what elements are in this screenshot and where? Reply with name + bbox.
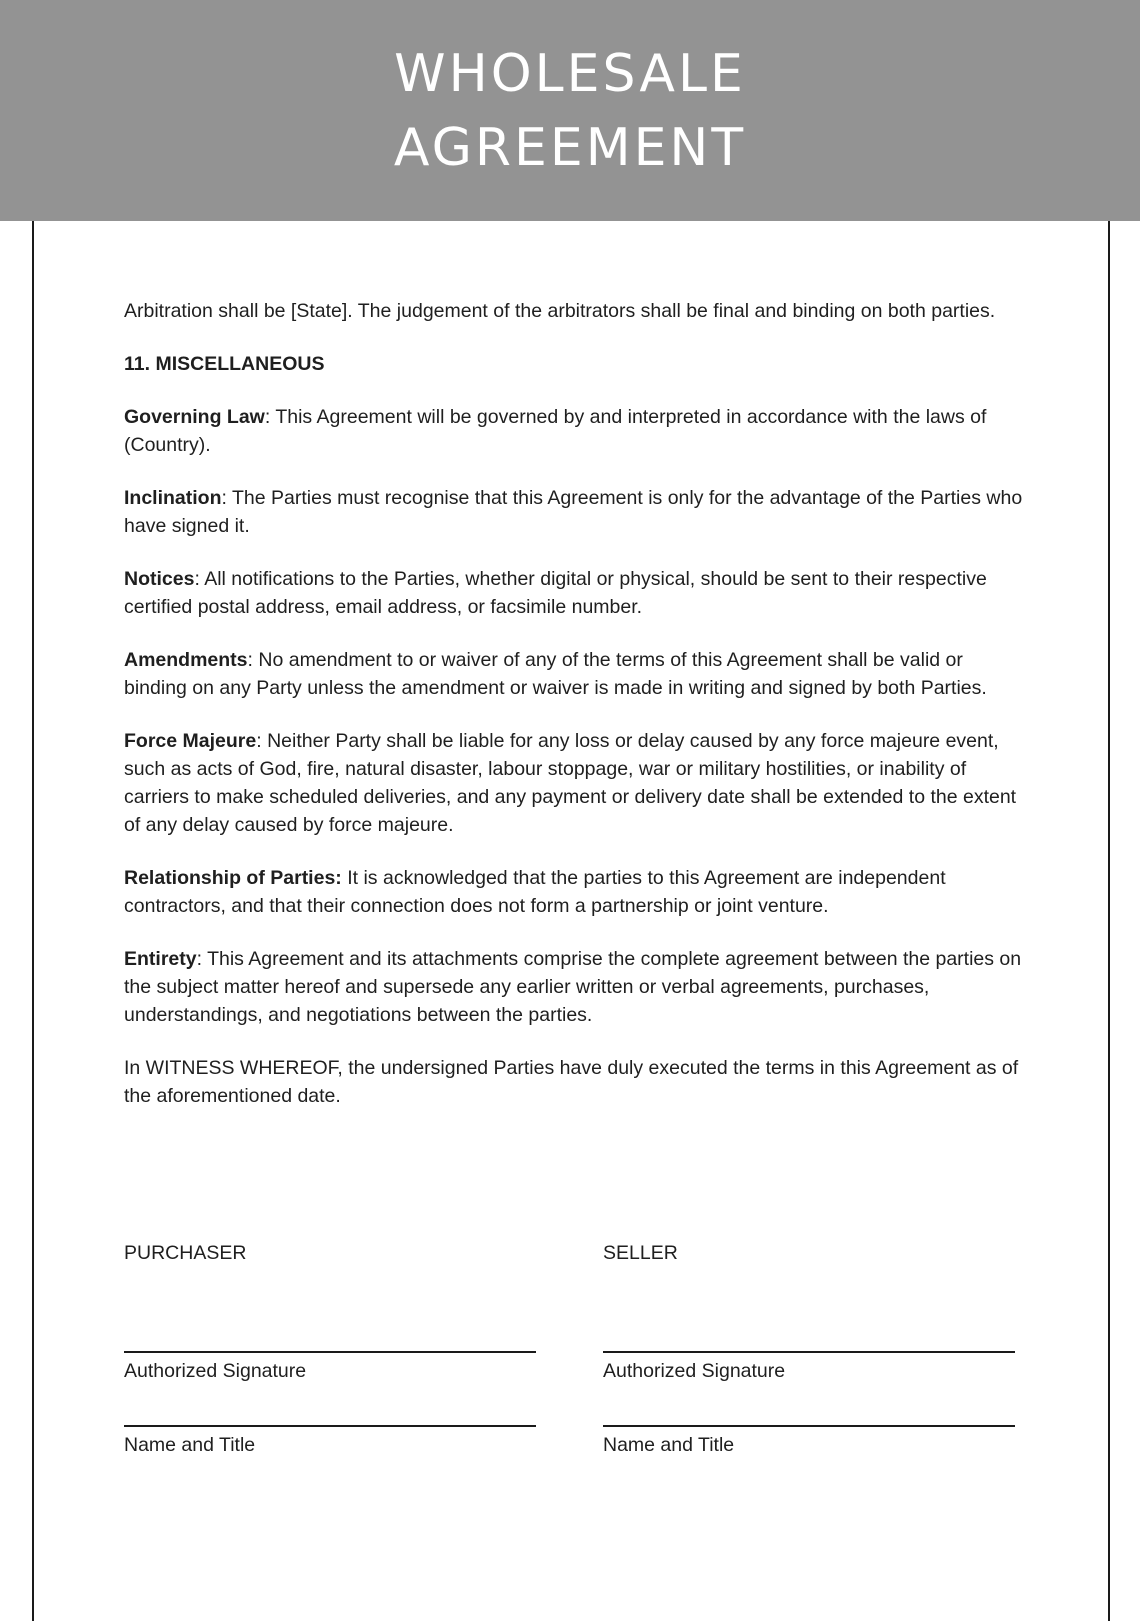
clause-amendments xyxy=(124,646,1024,702)
clause-text: The Parties must recognise that this Agreement is only for the advantage of the Parties who have signed it. xyxy=(124,487,1023,537)
clause-inclination xyxy=(124,484,1024,540)
title-line-2: AGREEMENT xyxy=(393,117,747,178)
seller-signature-block xyxy=(603,1239,1015,1459)
clause-term: Inclination xyxy=(124,487,222,509)
clause-text: This Agreement will be governed by and interpreted in accordance with the laws of (Country). xyxy=(124,406,987,456)
purchaser-name-caption: Name and Title xyxy=(124,1434,256,1456)
clause-separator: : xyxy=(194,568,205,590)
seller-name-line xyxy=(603,1425,1015,1427)
clause-term: Governing Law xyxy=(124,406,265,428)
clause-notices xyxy=(124,565,1024,621)
seller-name-caption: Name and Title xyxy=(603,1434,735,1456)
document-body xyxy=(124,297,1024,1135)
clause-force-majeure xyxy=(124,727,1024,839)
clause-term: Force Majeure xyxy=(124,730,257,752)
purchaser-signature-block xyxy=(124,1239,536,1459)
clause-separator: : xyxy=(196,948,208,970)
clause-separator: : xyxy=(264,406,276,428)
clause-term: Relationship of Parties: xyxy=(124,867,342,889)
clause-term: Notices xyxy=(124,568,195,590)
clause-text: All notifications to the Parties, whether digital or physical, should be sent to their respective certified postal address, email address, or facsimile number. xyxy=(124,568,987,618)
arbitration-paragraph: Arbitration shall be [State]. The judgement of the arbitrators shall be final and binding on both parties. xyxy=(124,300,996,322)
clause-text: No amendment to or waiver of any of the terms of this Agreement shall be valid or binding on any Party unless the amendment or waiver is made in writing and signed by both Parties. xyxy=(124,649,987,699)
seller-signature-line xyxy=(603,1351,1015,1353)
clause-text: It is acknowledged that the parties to this Agreement are independent contractors, and that their connection does not form a partnership or joint venture. xyxy=(124,867,946,917)
purchaser-signature-caption: Authorized Signature xyxy=(124,1360,307,1382)
clause-text: This Agreement and its attachments comprise the complete agreement between the parties on the subject matter hereof and supersede any earlier written or verbal agreements, purchases, understandings, and negotiations between the parties. xyxy=(124,948,1022,1026)
purchaser-label: PURCHASER xyxy=(124,1242,247,1264)
clause-governing-law xyxy=(124,403,1024,459)
witness-paragraph: In WITNESS WHEREOF, the undersigned Parties have duly executed the terms in this Agreement as of the aforementioned date. xyxy=(124,1057,1019,1107)
clause-entirety xyxy=(124,945,1024,1029)
section-heading: 11. MISCELLANEOUS xyxy=(124,353,325,375)
clause-text: Neither Party shall be liable for any loss or delay caused by any force majeure event, such as acts of God, fire, natural disaster, labour stoppage, war or military hostilities, or inability of carriers to make scheduled deliveries, and any payment or delivery date shall be extended to the extent of any delay caused by force majeure. xyxy=(124,730,1017,836)
clause-term: Entirety xyxy=(124,948,197,970)
clause-term: Amendments xyxy=(124,649,248,671)
seller-signature-caption: Authorized Signature xyxy=(603,1360,786,1382)
clause-separator: : xyxy=(247,649,259,671)
title-line-1: WHOLESALE xyxy=(394,43,746,104)
clause-relationship-of-parties xyxy=(124,864,1024,920)
purchaser-name-line xyxy=(124,1425,536,1427)
seller-label: SELLER xyxy=(603,1242,678,1264)
title-banner xyxy=(0,0,1140,221)
clause-separator: : xyxy=(221,487,232,509)
purchaser-signature-line xyxy=(124,1351,536,1353)
clause-separator: : xyxy=(256,730,268,752)
